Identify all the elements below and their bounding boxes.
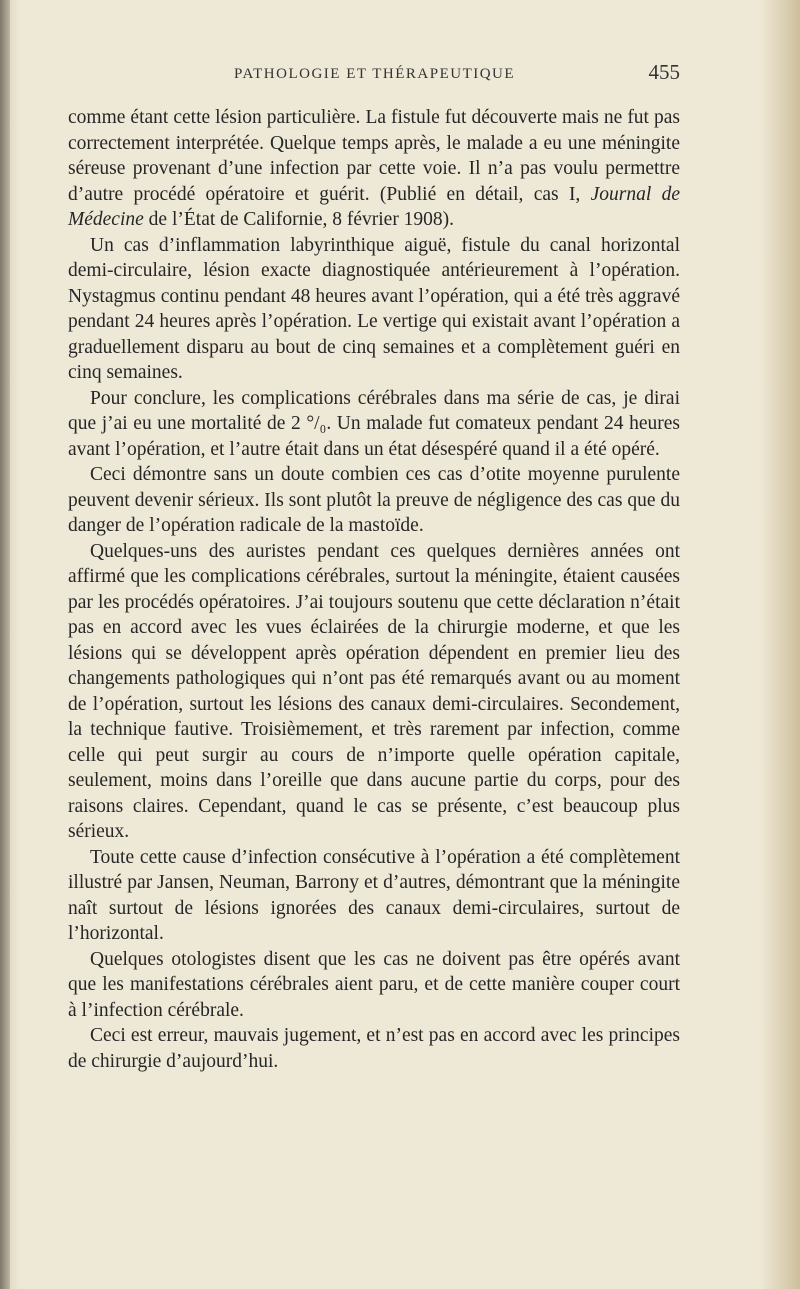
paragraph-4: Ceci démontre sans un doute combien ces cas d’otite moyenne purulente peuvent devenir sérieux. Ils sont plutôt la preuve de négligence des cas que du danger de l’opération radicale de la mastoïde. (68, 464, 680, 536)
page-number: 455 (648, 60, 680, 84)
body-text (68, 105, 680, 1074)
journal-title: Journal de Médecine (68, 183, 680, 230)
paragraph-6: Toute cette cause d’infection consécutive à l’opération a été complètement illustré par Jansen, Neuman, Barrony et d’autres, démontrant que la méningite naît surtout de lésions ignorées des canaux demi-circulaires, surtout de l’horizontal. (68, 846, 680, 944)
page-header (68, 60, 680, 88)
book-spine-shadow (0, 0, 10, 1289)
running-head: PATHOLOGIE ET THÉRAPEUTIQUE (234, 66, 516, 82)
paragraph-1-text: comme étant cette lésion particulière. La fistule fut découverte mais ne fut pas correctement interprétée. Quelque temps après, le malade a eu une méningite séreuse provenant d’une infection par cette voie. Il n’a pas voulu permettre d’autre procédé opératoire et guérit. (Publié en détail, cas I, (68, 107, 680, 205)
paragraph-2: Un cas d’inflammation labyrinthique aiguë, fistule du canal horizontal demi-circulaire, lésion exacte diagnostiquée antérieurement à l’opération. Nystagmus continu pendant 48 heures avant l’opération, qui a été très aggravé pendant 24 heures après l’opération. Le vertige qui existait avant l’opération a graduellement disparu au bout de cinq semaines et a complètement guéri en cinq semaines. (68, 234, 680, 383)
paragraph-8: Ceci est erreur, mauvais jugement, et n’est pas en accord avec les principes de chirurgie d’aujourd’hui. (68, 1025, 680, 1072)
paragraph-5: Quelques-uns des auristes pendant ces quelques dernières années ont affirmé que les complications cérébrales, surtout la méningite, étaient causées par les procédés opératoires. J’ai toujours soutenu que cette déclaration n’était pas en accord avec les vues éclairées de la chirurgie moderne, et que les lésions qui se développent après opération dépendent en premier lieu des changements pathologiques qui n’ont pas été remarqués avant ou au moment de l’opération, surtout les lésions des canaux demi-circulaires. Secondement, la technique fautive. Troisièmement, et très rarement par infection, comme celle qui peut surgir au cours de n’importe quelle opération capitale, seulement, moins dans l’oreille que dans aucune partie du corps, pour des raisons claires. Cependant, quand le cas se présente, c’est beaucoup plus sérieux. (68, 540, 680, 842)
paragraph-1 (68, 105, 680, 233)
paragraph-1-tail: de l’État de Californie, 8 février 1908). (143, 209, 455, 230)
paragraph-3: Pour conclure, les complications cérébrales dans ma série de cas, je dirai que j’ai eu une mortalité de 2 °/₀. Un malade fut comateux pendant 24 heures avant l’opération, et l’autre était dans un état désespéré quand il a été opéré. (68, 387, 680, 460)
paragraph-7: Quelques otologistes disent que les cas ne doivent pas être opérés avant que les manifestations cérébrales aient paru, et de cette manière couper court à l’infection cérébrale. (68, 948, 680, 1021)
